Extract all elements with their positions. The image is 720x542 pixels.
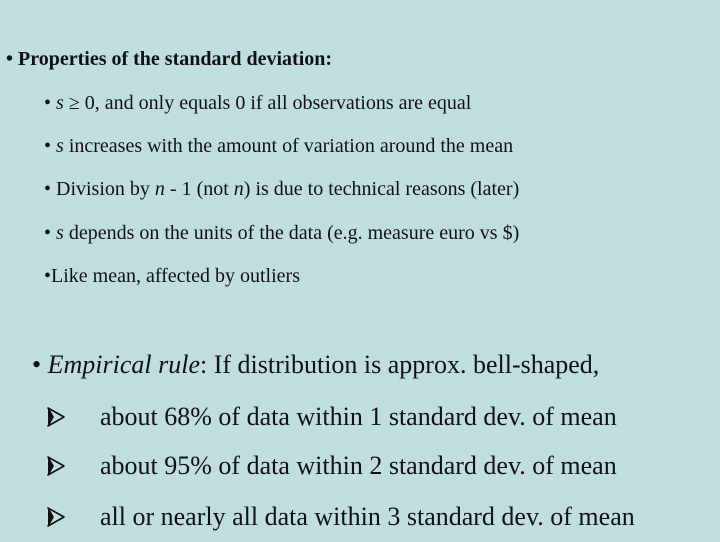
arrow-bullet-icon [44, 502, 68, 532]
bullet-text: ≥ 0, and only equals 0 if all observations are equal [63, 92, 472, 114]
bullet-text: ) is due to technical reasons (later) [243, 178, 520, 200]
bullet-text: increases with the amount of variation around the mean [63, 135, 514, 157]
rule-text: all or nearly all data within 3 standard dev. of mean [100, 502, 635, 531]
rule-three-sd [44, 502, 714, 542]
bullet-prefix: • [44, 222, 57, 244]
bullet-text-middle: - 1 (not [164, 178, 234, 200]
properties-heading: • Properties of the standard deviation: [6, 48, 333, 70]
empirical-text: : If distribution is approx. bell-shaped, [199, 350, 600, 379]
arrow-bullet-icon [44, 402, 68, 432]
variable-n: n [154, 178, 165, 200]
bullet-outliers: •Like mean, affected by outliers [44, 265, 300, 287]
empirical-term: Empirical rule [47, 350, 200, 379]
rule-text: about 68% of data within 1 standard dev. of mean [100, 402, 617, 431]
bullet-nonnegative [44, 92, 471, 115]
rule-68 [44, 402, 714, 442]
bullet-prefix: • [44, 135, 57, 157]
bullet-prefix: • [44, 92, 57, 114]
variable-s: s [56, 222, 64, 244]
bullet-units [44, 222, 519, 245]
variable-n: n [233, 178, 244, 200]
rule-95 [44, 451, 714, 491]
variable-s: s [56, 135, 64, 157]
empirical-rule [32, 350, 599, 380]
arrow-bullet-icon [44, 451, 68, 481]
variable-s: s [56, 92, 64, 114]
bullet-text: depends on the units of the data (e.g. measure euro vs $) [63, 222, 520, 244]
empirical-prefix: • [32, 350, 48, 379]
bullet-division [44, 178, 519, 201]
rule-text: about 95% of data within 2 standard dev. of mean [100, 451, 617, 480]
bullet-variation [44, 135, 513, 158]
bullet-prefix: • Division by [44, 178, 155, 200]
